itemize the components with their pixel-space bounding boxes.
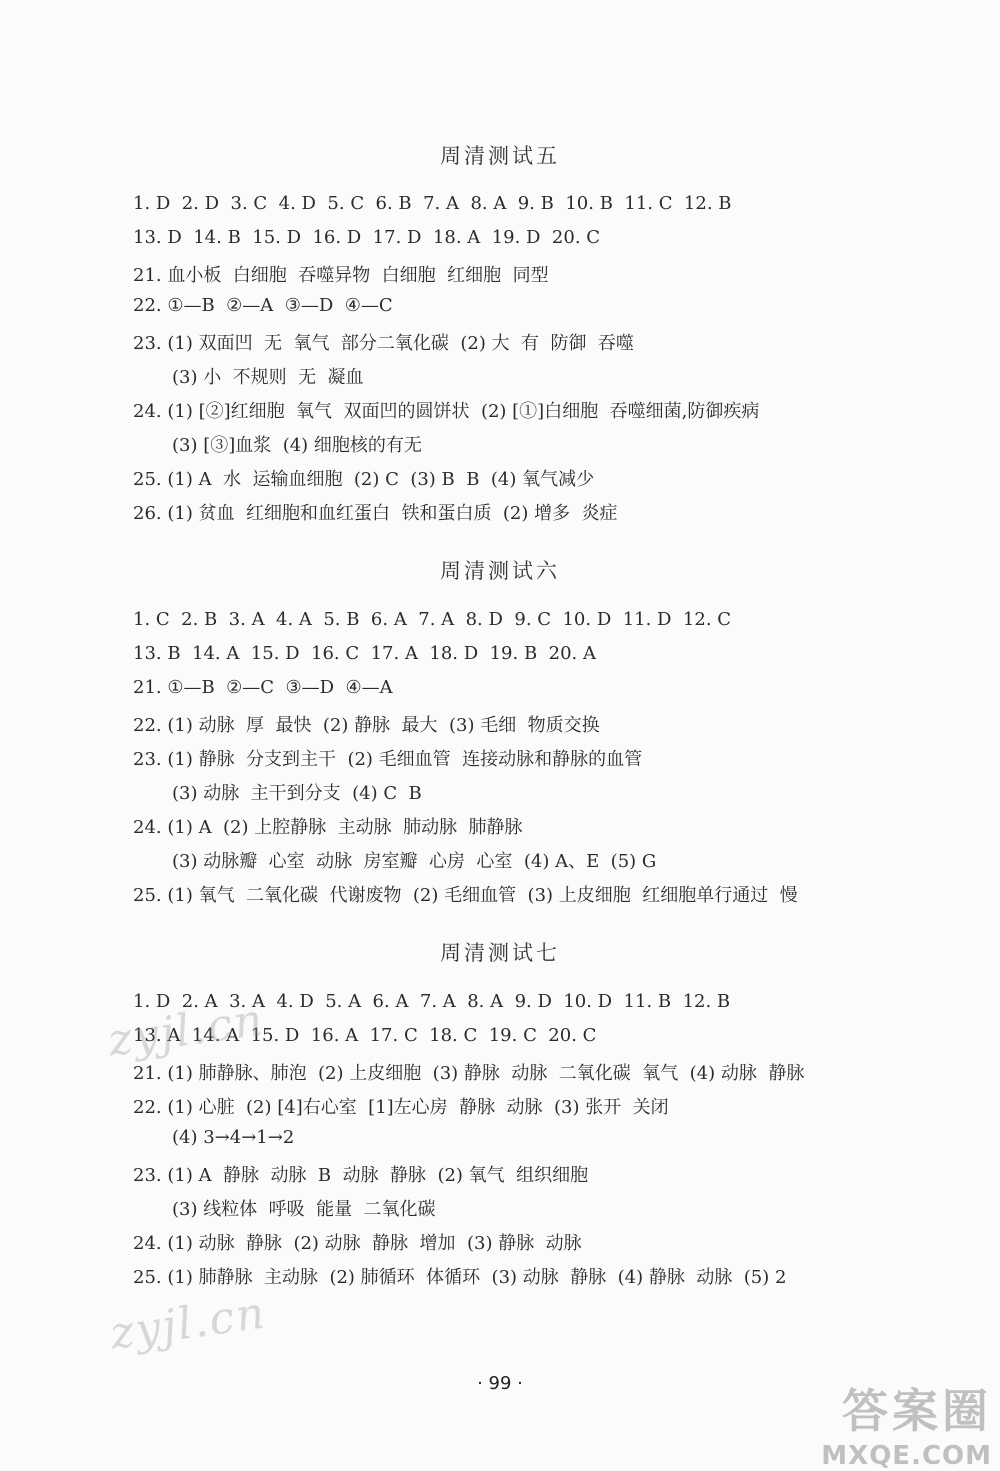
answer-line: (3) [③]血浆 (4) 细胞核的有无 xyxy=(172,435,422,456)
answer-line: 13. A 14. A 15. D 16. A 17. C 18. C 19. C 20. C xyxy=(133,1025,597,1046)
answer-line: 1. D 2. D 3. C 4. D 5. C 6. B 7. A 8. A 9. B 10. B 11. C 12. B xyxy=(133,193,732,214)
answer-line: (3) 动脉瓣 心室 动脉 房室瓣 心房 心室 (4) A、E (5) G xyxy=(172,851,657,872)
section-title-week-7: 周清测试七 xyxy=(440,941,560,965)
answer-line: 21. ①—B ②—C ③—D ④—A xyxy=(133,677,393,698)
answer-line: (3) 线粒体 呼吸 能量 二氧化碳 xyxy=(172,1199,436,1220)
answer-line: 22. ①—B ②—A ③—D ④—C xyxy=(133,295,393,316)
watermark-corner-logo xyxy=(821,1375,992,1471)
answer-line: 13. D 14. B 15. D 16. D 17. D 18. A 19. D 20. C xyxy=(133,227,601,248)
answer-line: 1. C 2. B 3. A 4. A 5. B 6. A 7. A 8. D 9. C 10. D 11. D 12. C xyxy=(133,609,732,630)
answer-line: 24. (1) A (2) 上腔静脉 主动脉 肺动脉 肺静脉 xyxy=(133,817,523,838)
answer-line: 26. (1) 贫血 红细胞和血红蛋白 铁和蛋白质 (2) 增多 炎症 xyxy=(133,503,618,524)
answer-line: 22. (1) 心脏 (2) [4]右心室 [1]左心房 静脉 动脉 (3) 张开 关闭 xyxy=(133,1097,669,1118)
answer-line: 22. (1) 动脉 厚 最快 (2) 静脉 最大 (3) 毛细 物质交换 xyxy=(133,715,600,736)
answer-line: 21. 血小板 白细胞 吞噬异物 白细胞 红细胞 同型 xyxy=(133,265,549,286)
answer-line: 25. (1) 氧气 二氧化碳 代谢废物 (2) 毛细血管 (3) 上皮细胞 红细胞单行通过 慢 xyxy=(133,885,798,906)
answer-line: (4) 3→4→1→2 xyxy=(172,1127,295,1148)
answer-line: 23. (1) 静脉 分支到主干 (2) 毛细血管 连接动脉和静脉的血管 xyxy=(133,749,643,770)
watermark-site: zyjl.cn xyxy=(107,1287,270,1360)
section-title-week-5: 周清测试五 xyxy=(440,144,560,168)
answer-line: 24. (1) [②]红细胞 氧气 双面凹的圆饼状 (2) [①]白细胞 吞噬细菌,防御疾病 xyxy=(133,401,760,422)
watermark-site: zyjl.cn xyxy=(105,994,268,1067)
page-number: · 99 · xyxy=(477,1373,523,1394)
answer-line: 13. B 14. A 15. D 16. C 17. A 18. D 19. B 20. A xyxy=(133,643,596,664)
answer-line: 23. (1) 双面凹 无 氧气 部分二氧化碳 (2) 大 有 防御 吞噬 xyxy=(133,333,634,354)
answer-line: 1. D 2. A 3. A 4. D 5. A 6. A 7. A 8. A 9. D 10. D 11. B 12. B xyxy=(133,991,731,1012)
watermark-corner-url: MXQE.COM xyxy=(821,1441,992,1471)
answer-line: (3) 小 不规则 无 凝血 xyxy=(172,367,364,388)
section-title-week-6: 周清测试六 xyxy=(440,559,560,583)
answer-line: 23. (1) A 静脉 动脉 B 动脉 静脉 (2) 氧气 组织细胞 xyxy=(133,1165,589,1186)
watermark-corner-title: 答案圈 xyxy=(842,1384,992,1438)
answer-line: (3) 动脉 主干到分支 (4) C B xyxy=(172,783,422,804)
answer-line: 21. (1) 肺静脉、肺泡 (2) 上皮细胞 (3) 静脉 动脉 二氧化碳 氧气 (4) 动脉 静脉 xyxy=(133,1063,805,1084)
answer-line: 25. (1) A 水 运输血细胞 (2) C (3) B B (4) 氧气减少 xyxy=(133,469,595,490)
answer-line: 24. (1) 动脉 静脉 (2) 动脉 静脉 增加 (3) 静脉 动脉 xyxy=(133,1233,582,1254)
answer-line: 25. (1) 肺静脉 主动脉 (2) 肺循环 体循环 (3) 动脉 静脉 (4) 静脉 动脉 (5) 2 xyxy=(133,1267,787,1288)
